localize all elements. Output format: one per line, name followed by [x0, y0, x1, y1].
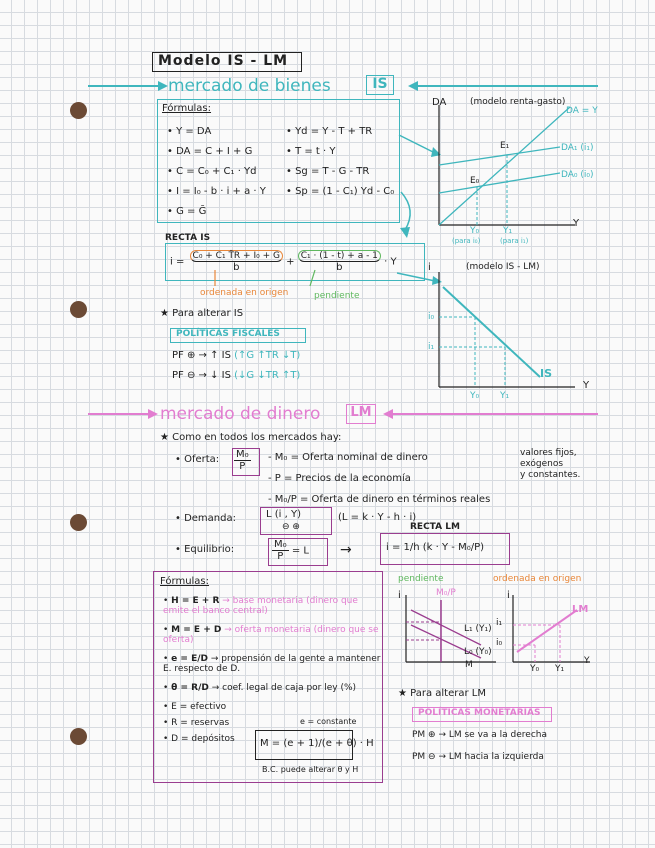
graph1-xlabel: Y: [573, 218, 580, 229]
oferta-label: • Oferta:: [175, 454, 220, 465]
demanda-signs: ⊖ ⊕: [282, 522, 300, 532]
formula-item: • Yd = Y - T + TR: [286, 126, 373, 137]
graph1-title: (modelo renta-gasto): [470, 97, 566, 107]
multiplicador: M = (e + 1)/(e + θ) · H: [260, 738, 374, 749]
graph2-xlabel: Y: [583, 380, 590, 391]
graph4-xlabel: Y: [584, 656, 590, 666]
formula2-item: • E = efectivo: [163, 702, 227, 712]
graph4-i0: i₀: [496, 638, 503, 648]
formula2-item: • R = reservas: [163, 718, 230, 728]
binder-hole: [70, 728, 87, 745]
graph2-title: (modelo IS - LM): [466, 262, 540, 272]
alterar-lm: ★ Para alterar LM: [398, 688, 486, 699]
formula-item: • Sg = T - G - TR: [286, 166, 370, 177]
graph1-line1: DA = Y: [566, 106, 598, 116]
graph1-x0: Y₀: [470, 226, 480, 236]
graph1-ylabel: DA: [432, 97, 447, 108]
binder-hole: [70, 301, 87, 318]
lm-ordenada: ordenada en origen: [493, 574, 582, 584]
demanda-label: • Demanda:: [175, 513, 236, 524]
graph1-line3: DA₀ (i₀): [561, 170, 594, 180]
oferta-items: - M₀ = Oferta nominal de dinero - P = Precios de la economía - M₀/P = Oferta de dinero en términos reales: [268, 452, 491, 505]
graph3-l1: L₁ (Y₁): [464, 624, 492, 634]
graph2-curve: IS: [540, 367, 553, 380]
equilibrio-arrow: →: [340, 542, 352, 558]
recta-lm-formula: i = 1/h (k · Y - M₀/P): [386, 542, 485, 553]
graph1-x1: Y₁: [503, 226, 513, 236]
graph4-i1: i₁: [496, 618, 503, 628]
formula2-item: • H = E + R → base monetaria (dinero que emite el banco central): [163, 596, 358, 616]
pf-up: PF ⊕ → ↑ IS (↑G ↑TR ↓T): [172, 350, 301, 361]
bienes-tag: IS: [366, 75, 394, 95]
equilibrio-label: • Equilibrio:: [175, 544, 235, 555]
pm-up: PM ⊕ → LM se va a la derecha: [412, 730, 547, 740]
page-title: Modelo IS - LM: [158, 53, 289, 69]
ordenada-label: ordenada en origen: [200, 288, 289, 298]
dinero-formulas-label: Fórmulas:: [160, 576, 210, 587]
equilibrio-formula: $\frac{\text{M₀}}{P}$ = L: [274, 539, 309, 562]
formula-item: • I = I₀ - b · i + a · Y: [167, 186, 266, 197]
demanda-val: L (i , Y): [266, 509, 301, 520]
demanda-eq: (L = k · Y - h · i): [338, 512, 417, 523]
formula-item: • T = t · Y: [286, 146, 336, 157]
formula-item: • Y = DA: [167, 126, 212, 137]
bienes-formulas-label: Fórmulas:: [162, 103, 212, 114]
pm-down: PM ⊖ → LM hacia la izquierda: [412, 752, 544, 762]
graph2-ylabel: i: [428, 262, 431, 273]
bc-note: B.C. puede alterar θ y H: [262, 765, 359, 774]
bienes-formulas-left: [167, 122, 297, 222]
dinero-tag: LM: [346, 404, 376, 424]
graph3-xlabel: M: [465, 660, 473, 670]
graph1-line2: DA₁ (i₁): [561, 143, 594, 153]
oferta-valores: valores fijos, exógenos y constantes.: [520, 448, 581, 480]
graph3-ylabel: i: [398, 590, 401, 601]
graph4-x1: Y₁: [555, 664, 565, 674]
graph1-p1: E₁: [500, 141, 510, 151]
graph1-x0note: (para i₀): [452, 237, 481, 245]
constante-note: e = constante: [300, 717, 357, 726]
lm-pendiente: pendiente: [398, 574, 444, 584]
graph2-x1: Y₁: [500, 391, 510, 401]
recta-lm-label: RECTA LM: [410, 522, 460, 532]
graph3-l0: L₀ (Y₀): [464, 647, 492, 657]
graph4-ylabel: i: [507, 590, 510, 601]
politicas-fiscales: POLÍTICAS FISCALES: [176, 329, 280, 339]
recta-is-formula: i = $\frac{\text{C₀ + C₁ T̄R + I₀ + G}}{b}$ + $\frac{\text{C₁ · (1 - t) + a - 1}}{b}$ · Y: [170, 251, 397, 273]
formula2-item: • M = E + D → oferta monetaria (dinero que se oferta): [163, 625, 379, 645]
formula-item: • Sp = (1 - C₁) Yd - C₀: [286, 186, 395, 197]
bienes-formulas-right: [286, 122, 401, 202]
oferta-frac: $\frac{\text{M₀}}{P}$: [236, 449, 249, 472]
binder-hole: [70, 102, 87, 119]
formula-item: • C = C₀ + C₁ · Yd: [167, 166, 257, 177]
formula2-item: • D = depósitos: [163, 734, 235, 744]
dinero-intro: ★ Como en todos los mercados hay:: [160, 432, 342, 443]
lm-graph: [505, 590, 595, 675]
pf-down: PF ⊖ → ↓ IS (↓G ↓TR ↑T): [172, 370, 301, 381]
formula2-item: • e = E/D → propensión de la gente a mantener E. respecto de D.: [163, 654, 381, 674]
formula2-item: • θ = R/D → coef. legal de caja por ley (%): [163, 683, 357, 693]
formula-item: • DA = C + I + G: [167, 146, 253, 157]
graph1-x1note: (para i₁): [500, 237, 529, 245]
graph2-i1: i₁: [428, 342, 435, 352]
bienes-heading: mercado de bienes: [168, 76, 331, 96]
dinero-heading: mercado de dinero: [160, 404, 321, 424]
binder-hole: [70, 514, 87, 531]
formula-item: • G = Ḡ: [167, 206, 207, 217]
recta-is-label: RECTA IS: [165, 233, 211, 243]
alterar-is: ★ Para alterar IS: [160, 308, 244, 319]
graph4-curve: LM: [572, 604, 589, 615]
graph3-top: M₀/P: [436, 588, 456, 598]
graph2-x0: Y₀: [470, 391, 480, 401]
is-lm-graph: [425, 262, 595, 402]
graph4-x0: Y₀: [530, 664, 540, 674]
graph1-p0: E₀: [470, 176, 480, 186]
pendiente-label: pendiente: [314, 291, 360, 301]
politicas-monetarias: POLÍTICAS MONETARIAS: [418, 708, 541, 718]
graph2-i0: i₀: [428, 312, 435, 322]
